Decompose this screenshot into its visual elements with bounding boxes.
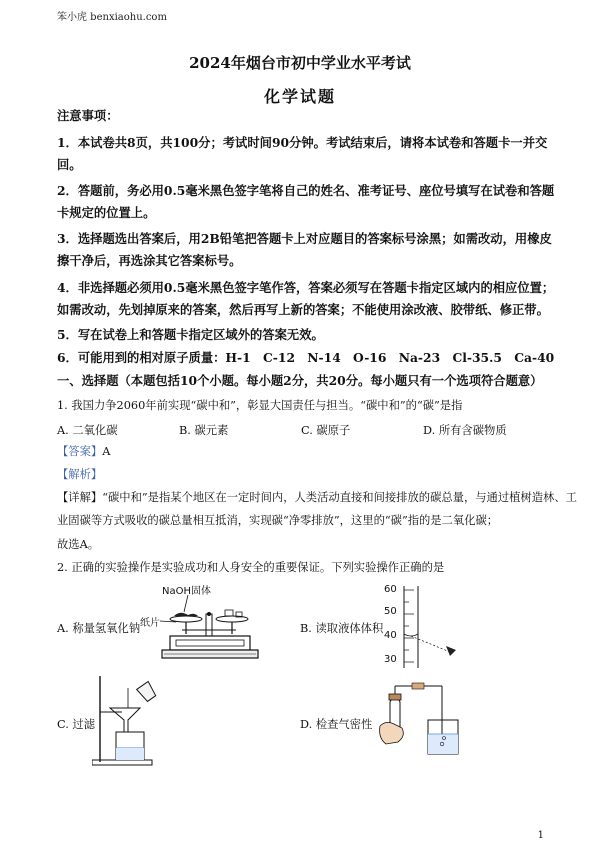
note-line: 4．非选择题必须用0.5毫米黑色签字笔作答，答案必须写在答题卡指定区域内的相应位置； (57, 280, 555, 295)
balance-drawing (150, 582, 260, 672)
figure-airtightness (372, 680, 468, 770)
exam-title: 2024年烟台市初中学业水平考试 (189, 54, 411, 72)
q1-option-a: A. 二氧化碳 (57, 424, 118, 437)
section-heading: 一、选择题（本题包括10个小题。每小题2分，共20分。每小题只有一个选项符合题意） (57, 373, 543, 388)
note-line: 6．可能用到的相对原子质量：H-1 C-12 N-14 O-16 Na-23 Cl-35.5 Ca-40 (57, 350, 555, 365)
q2-option-c: C. 过滤 (57, 718, 96, 731)
q1-option-b: B. 碳元素 (179, 424, 229, 437)
q2-option-b: B. 读取液体体积 (300, 622, 384, 635)
q2-option-a: A. 称量氢氧化钠 (57, 622, 141, 635)
q1-detail-line (57, 490, 577, 505)
note-line: 3．选择题选出答案后，用2B铅笔把答题卡上对应题目的答案标号涂黑；如需改动，用橡皮 (57, 231, 552, 246)
note-line: 擦干净后，再选涂其它答案标号。 (57, 253, 242, 268)
site-watermark: 笨小虎 benxiaohu.com (57, 12, 167, 23)
figure-cylinder (384, 584, 464, 670)
q1-analysis-line (57, 467, 552, 482)
note-line: 如需改动，先划掉原来的答案，然后再写上新的答案；不能使用涂改液、胶带纸、修正带。 (57, 302, 549, 317)
cylinder-drawing (384, 584, 464, 670)
tick-label-60: 60 (384, 584, 397, 595)
note-line: 5．写在试卷上和答题卡指定区域外的答案无效。 (57, 327, 324, 342)
q1-options (57, 422, 552, 438)
q1-conclusion: 故选A。 (57, 538, 100, 551)
q1-answer: A (102, 445, 111, 458)
q2-stem: 2. 正确的实验操作是实验成功和人身安全的重要保证。下列实验操作正确的是 (57, 561, 445, 574)
page-number: 1 (537, 830, 544, 841)
filtration-drawing (92, 674, 172, 766)
notes-heading: 注意事项： (57, 108, 119, 123)
answer-tag: 【答案】 (57, 445, 103, 458)
tick-label-30: 30 (384, 654, 397, 665)
q1-option-d: D. 所有含碳物质 (423, 424, 507, 437)
tick-label-50: 50 (384, 606, 397, 617)
q1-option-c: C. 碳原子 (301, 424, 351, 437)
q1-detail-text: “碳中和”是指某个地区在一定时间内，人类活动直接和间接排放的碳总量，与通过植树造林、工 (102, 491, 577, 504)
paper-label: 纸片 (140, 618, 160, 629)
exam-subtitle: 化学试题 (263, 87, 336, 106)
detail-tag: 【详解】 (57, 491, 103, 504)
airtightness-drawing (372, 680, 468, 770)
q2-option-d: D. 检查气密性 (300, 718, 373, 731)
note-line: 回。 (57, 157, 82, 172)
q1-answer-line (57, 444, 552, 459)
tick-label-40: 40 (384, 630, 397, 641)
note-line: 2．答题前，务必用0.5毫米黑色签字笔将自己的姓名、准考证号、座位号填写在试卷和答题 (57, 183, 555, 198)
note-line: 1．本试卷共8页，共100分；考试时间90分钟。考试结束后，请将本试卷和答题卡一并交 (57, 135, 548, 150)
figure-balance (140, 582, 260, 672)
note-line: 卡规定的位置上。 (57, 205, 156, 220)
naoh-label: NaOH固体 (162, 586, 211, 597)
figure-filtration (92, 674, 172, 766)
analysis-tag: 【解析】 (57, 468, 103, 481)
q1-stem: 1. 我国力争2060年前实现“碳中和”，彰显大国责任与担当。“碳中和”的“碳”是指 (57, 399, 463, 412)
q1-detail-line: 业固碳等方式吸收的碳总量相互抵消，实现碳“净零排放”，这里的“碳”指的是二氧化碳； (57, 514, 499, 527)
